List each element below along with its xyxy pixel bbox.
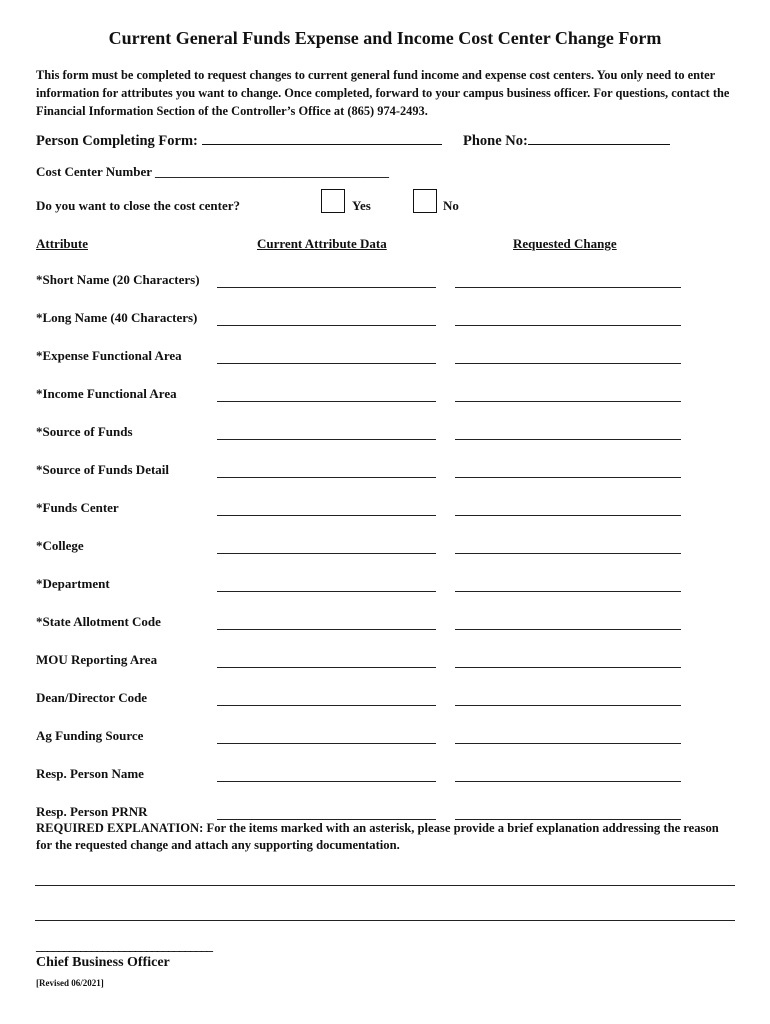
attribute-label: *Department xyxy=(36,576,110,591)
phone-label: Phone No: xyxy=(463,133,528,149)
current-attribute-field[interactable] xyxy=(217,591,436,592)
attribute-label: *Income Functional Area xyxy=(36,386,177,401)
current-attribute-field[interactable] xyxy=(217,515,436,516)
attribute-label: *Expense Functional Area xyxy=(36,348,182,363)
current-attribute-field[interactable] xyxy=(217,743,436,744)
yes-label: Yes xyxy=(352,198,371,213)
current-attribute-field[interactable] xyxy=(217,287,436,288)
current-attribute-field[interactable] xyxy=(217,781,436,782)
close-cost-center-question: Do you want to close the cost center? xyxy=(36,198,240,213)
requested-change-field[interactable] xyxy=(455,781,681,782)
person-completing-form xyxy=(36,130,442,150)
signature-title: Chief Business Officer xyxy=(36,955,170,970)
attribute-label: Dean/Director Code xyxy=(36,690,148,705)
revision-note: [Revised 06/2021] xyxy=(36,978,104,988)
phone-number xyxy=(463,130,670,150)
requested-change-field[interactable] xyxy=(455,667,681,668)
person-completing-label: Person Completing Form: xyxy=(36,133,198,149)
form-instructions: This form must be completed to request changes to current general fund income and expense cost centers. You only need to enter information for attributes you want to change. Once completed, forward to your campus business officer. For questions, contact the Financial Information Section of the Controller’s Office at (865) 974-2493. xyxy=(36,68,730,118)
requested-change-field[interactable] xyxy=(455,287,681,288)
explanation-line-1[interactable] xyxy=(35,885,735,886)
requested-change-field[interactable] xyxy=(455,629,681,630)
requested-change-field[interactable] xyxy=(455,363,681,364)
required-explanation: REQUIRED EXPLANATION: For the items marked with an asterisk, please provide a brief explanation addressing the reason for the requested change and attach any supporting documentation. xyxy=(36,821,719,852)
attribute-header: Attribute xyxy=(36,236,88,251)
attribute-label: Resp. Person PRNR xyxy=(36,804,148,819)
form-title: Current General Funds Expense and Income Cost Center Change Form xyxy=(108,28,662,48)
attribute-label: Resp. Person Name xyxy=(36,766,144,781)
no-label: No xyxy=(443,198,459,213)
requested-change-field[interactable] xyxy=(455,325,681,326)
cost-center-field[interactable]: ____________________________________ xyxy=(155,164,390,179)
requested-change-field[interactable] xyxy=(455,401,681,402)
requested-change-header: Requested Change xyxy=(513,236,617,251)
attribute-label: Ag Funding Source xyxy=(36,728,144,743)
attribute-label: *Funds Center xyxy=(36,500,119,515)
requested-change-field[interactable] xyxy=(455,439,681,440)
current-attribute-field[interactable] xyxy=(217,705,436,706)
cost-center-number xyxy=(36,164,389,180)
current-attribute-field[interactable] xyxy=(217,401,436,402)
yes-checkbox[interactable] xyxy=(321,189,345,213)
requested-change-field[interactable] xyxy=(455,515,681,516)
attribute-label: *State Allotment Code xyxy=(36,614,161,629)
signature-line[interactable]: ________________________________ xyxy=(36,938,212,953)
attribute-label: *Short Name (20 Characters) xyxy=(36,272,200,287)
attribute-label: *Source of Funds xyxy=(36,424,133,439)
cost-center-label: Cost Center Number xyxy=(36,164,152,179)
person-completing-field[interactable] xyxy=(202,130,442,145)
current-attribute-field[interactable] xyxy=(217,439,436,440)
current-attribute-field[interactable] xyxy=(217,363,436,364)
current-data-header: Current Attribute Data xyxy=(257,236,387,251)
current-attribute-field[interactable] xyxy=(217,667,436,668)
no-checkbox[interactable] xyxy=(413,189,437,213)
attribute-label: MOU Reporting Area xyxy=(36,652,158,667)
current-attribute-field[interactable] xyxy=(217,325,436,326)
requested-change-field[interactable] xyxy=(455,743,681,744)
attribute-label: *Source of Funds Detail xyxy=(36,462,170,477)
requested-change-field[interactable] xyxy=(455,591,681,592)
attribute-label: *Long Name (40 Characters) xyxy=(36,310,198,325)
current-attribute-field[interactable] xyxy=(217,553,436,554)
phone-field[interactable] xyxy=(528,130,670,145)
requested-change-field[interactable] xyxy=(455,705,681,706)
requested-change-field[interactable] xyxy=(455,553,681,554)
attribute-label: *College xyxy=(36,538,84,553)
requested-change-field[interactable] xyxy=(455,477,681,478)
current-attribute-field[interactable] xyxy=(217,629,436,630)
current-attribute-field[interactable] xyxy=(217,477,436,478)
explanation-line-2[interactable] xyxy=(35,920,735,921)
